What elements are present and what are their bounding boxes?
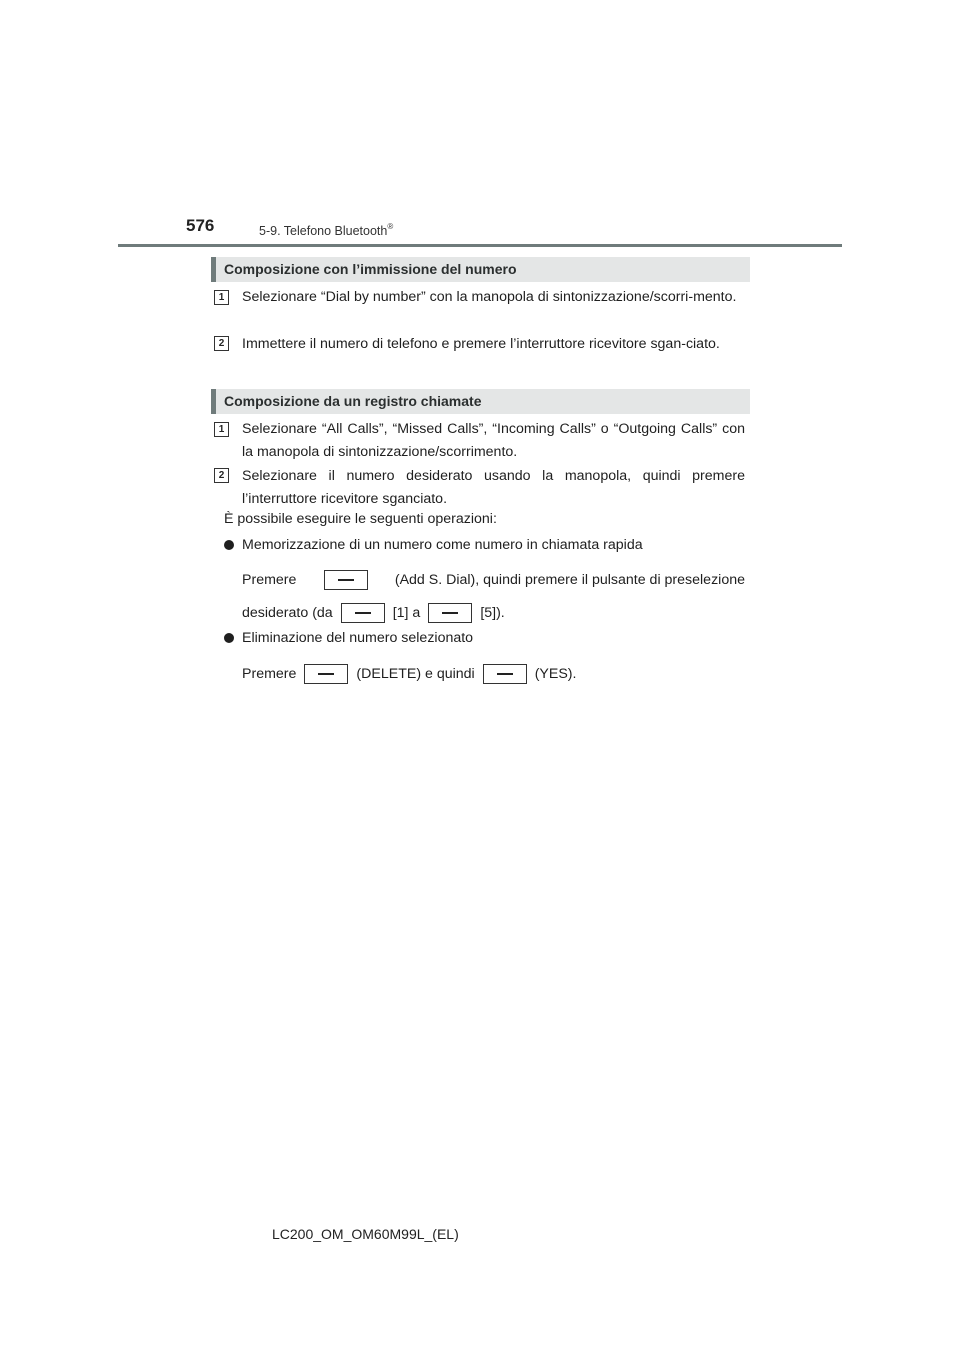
operations-intro: È possibile eseguire le seguenti operazioni:: [224, 511, 497, 527]
screen-button-icon: [324, 570, 368, 590]
screen-button-icon: [483, 664, 527, 684]
bullet-icon: [224, 633, 234, 643]
step-text: Selezionare “All Calls”, “Missed Calls”, “Incoming Calls” o “Outgoing Calls” con la manopola di sintonizzazione/scorrimento.: [242, 421, 745, 460]
section-heading-text: Composizione da un registro chiamate: [224, 393, 482, 409]
section-heading-dial-by-number: [211, 257, 750, 282]
instruction-line: [242, 601, 745, 625]
instruction-line: [242, 568, 745, 592]
operation-title-delete: Eliminazione del numero selezionato: [242, 630, 474, 646]
instruction-text: (Add S. Dial), quindi premere il pulsante di preselezione: [394, 572, 745, 588]
step-number-badge: 2: [214, 468, 229, 483]
registered-mark: ®: [387, 222, 394, 231]
operation-title-speed-dial: Memorizzazione di un numero come numero in chiamata rapida: [242, 537, 643, 553]
screen-button-icon: [428, 603, 472, 623]
instruction-text: Premere: [242, 666, 297, 682]
section-heading-call-history: [211, 389, 750, 414]
instruction-text: Premere: [242, 572, 297, 588]
chapter-title: [259, 222, 393, 238]
chapter-title-text: 5-9. Telefono Bluetooth: [259, 224, 388, 238]
header-rule: [118, 244, 842, 247]
instruction-text: desiderato (da: [242, 605, 333, 621]
screen-button-icon: [304, 664, 348, 684]
instruction-text: [1] a: [392, 605, 421, 621]
instruction-text: (YES).: [534, 666, 577, 682]
step-number-badge: 2: [214, 336, 229, 351]
step-number-badge: 1: [214, 290, 229, 305]
step-text: Immettere il numero di telefono e premere l’interruttore ricevitore sgan-ciato.: [242, 336, 720, 352]
bullet-icon: [224, 540, 234, 550]
instruction-text: (DELETE) e quindi: [356, 666, 475, 682]
instruction-line: [242, 662, 745, 686]
page-number: 576: [186, 216, 215, 235]
section-heading-text: Composizione con l’immissione del numero: [224, 261, 517, 277]
instruction-text: [5]).: [480, 605, 505, 621]
step-text: Selezionare “Dial by number” con la manopola di sintonizzazione/scorri-mento.: [242, 289, 737, 305]
screen-button-icon: [341, 603, 385, 623]
footer-document-code: LC200_OM_OM60M99L_(EL): [272, 1226, 459, 1242]
step-text: Selezionare il numero desiderato usando la manopola, quindi premere l’interruttore ricevitore sganciato.: [242, 468, 745, 507]
step-number-badge: 1: [214, 422, 229, 437]
